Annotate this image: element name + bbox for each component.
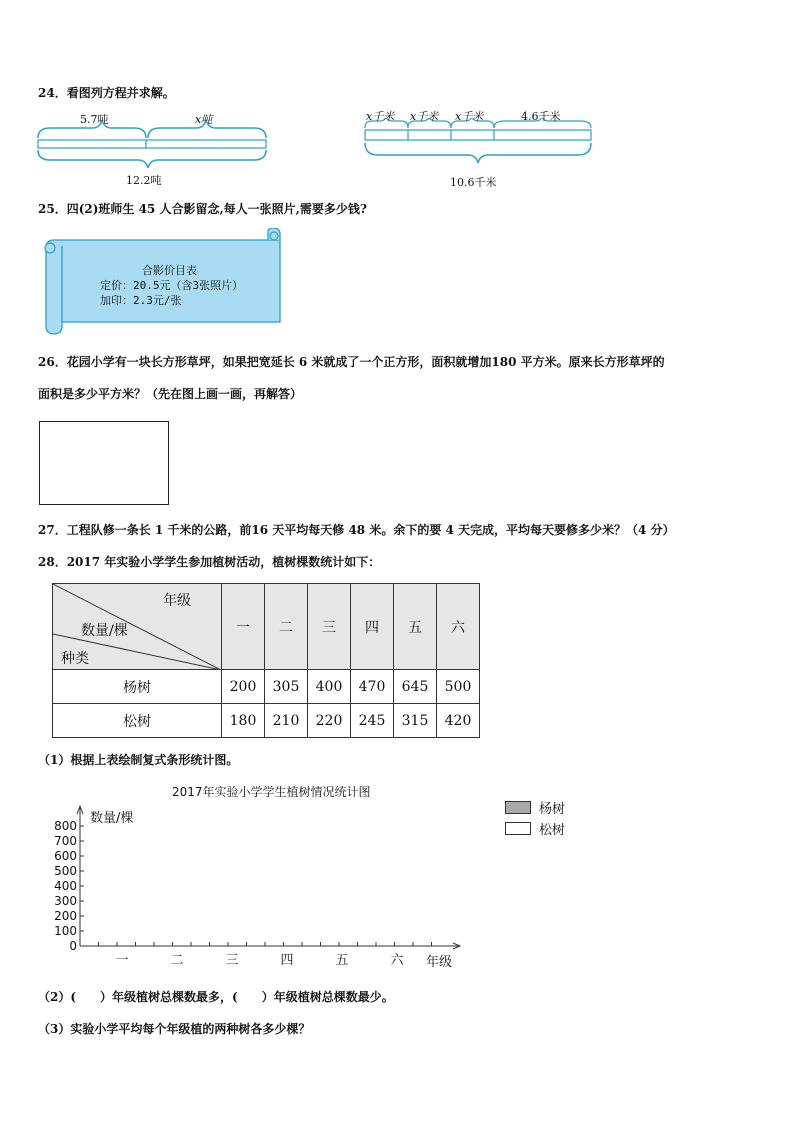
table-cell: 305 — [265, 670, 308, 704]
q24-right-seg2: x千米 — [410, 110, 439, 123]
q28-statistics-table — [52, 583, 480, 738]
grade-header: 三 — [308, 584, 351, 670]
grade-header: 二 — [265, 584, 308, 670]
q25-label: 25．四(2)班师生 45 人合影留念,每人一张照片,需要多少钱? — [38, 202, 367, 216]
y-tick-label: 0 — [69, 939, 77, 953]
y-tick-label: 700 — [54, 834, 77, 848]
y-tick-label: 300 — [54, 894, 77, 908]
chart-title: 2017年实验小学学生植树情况统计图 — [172, 785, 371, 799]
x-tick-label: 六 — [390, 953, 404, 968]
q24-left-top1: 5.7吨 — [80, 113, 109, 126]
q24-right-seg3: x千米 — [455, 110, 484, 123]
table-cell: 245 — [351, 704, 394, 738]
q25-scroll-line2: 加印：2.3元/张 — [100, 294, 182, 307]
grade-header: 六 — [437, 584, 480, 670]
q28-sub1: （1）根据上表绘制复式条形统计图。 — [38, 753, 239, 767]
table-cell: 315 — [394, 704, 437, 738]
y-tick-label: 500 — [54, 864, 77, 878]
q28-sub2: （2）( ）年级植树总棵数最多，( ）年级植树总棵数最少。 — [38, 990, 394, 1004]
table-row — [53, 704, 480, 738]
table-corner-bot: 种类 — [61, 651, 89, 667]
y-tick-label: 400 — [54, 879, 77, 893]
table-cell: 200 — [222, 670, 265, 704]
q25-scroll-title: 合影价目表 — [142, 264, 197, 277]
q24-left-top2: x吨 — [195, 113, 213, 126]
table-cell: 220 — [308, 704, 351, 738]
table-cell: 470 — [351, 670, 394, 704]
y-tick-label: 800 — [54, 819, 77, 833]
chart-ylabel: 数量/棵 — [90, 811, 134, 826]
grade-header: 四 — [351, 584, 394, 670]
legend-label-song: 松树 — [539, 823, 566, 838]
table-cell: 180 — [222, 704, 265, 738]
table-corner-cell — [53, 584, 222, 670]
y-tick-label: 100 — [54, 924, 77, 938]
q27-label: 27．工程队修一条长 1 千米的公路，前16 天平均每天修 48 米。余下的要 4 天完成，平均每天要修多少米？（4 分） — [38, 523, 675, 537]
x-tick-label: 五 — [335, 953, 349, 968]
q24-right-seg1: x千米 — [366, 110, 395, 123]
legend-swatch-yang — [505, 801, 531, 814]
table-corner-mid: 数量/棵 — [81, 623, 128, 639]
legend-label-yang: 杨树 — [539, 802, 566, 817]
q24-right-bottom: 10.6千米 — [450, 176, 497, 189]
q26-rectangle-drawing-area[interactable] — [39, 421, 169, 505]
y-tick-label: 200 — [54, 909, 77, 923]
table-cell: 645 — [394, 670, 437, 704]
table-row — [53, 670, 480, 704]
q25-scroll-line1: 定价：20.5元（含3张照片） — [100, 279, 244, 292]
row-name: 松树 — [53, 704, 222, 738]
x-tick-label: 三 — [225, 953, 239, 968]
chart-xlabel: 年级 — [426, 955, 453, 970]
table-corner-top: 年级 — [163, 593, 191, 609]
q24-left-bottom: 12.2吨 — [126, 174, 162, 187]
grade-header: 一 — [222, 584, 265, 670]
q26-line1: 26．花园小学有一块长方形草坪，如果把宽延长 6 米就成了一个正方形，面积就增加180 平方米。原来长方形草坪的 — [38, 355, 665, 369]
q26-line2: 面积是多少平方米？（先在图上画一画，再解答） — [38, 387, 303, 401]
q28-sub3: （3）实验小学平均每个年级植的两种树各多少棵？ — [38, 1022, 311, 1036]
q24-right-seg4: 4.6千米 — [521, 110, 561, 123]
x-tick-label: 一 — [115, 953, 129, 968]
q28-label: 28．2017 年实验小学学生参加植树活动，植树棵数统计如下： — [38, 555, 381, 569]
table-cell: 210 — [265, 704, 308, 738]
table-cell: 400 — [308, 670, 351, 704]
row-name: 杨树 — [53, 670, 222, 704]
q24-label: 24．看图列方程并求解。 — [38, 86, 175, 100]
table-cell: 500 — [437, 670, 480, 704]
y-tick-label: 600 — [54, 849, 77, 863]
x-tick-label: 四 — [280, 953, 294, 968]
x-tick-label: 二 — [170, 953, 184, 968]
legend-swatch-song — [505, 822, 531, 835]
q28-bar-chart[interactable] — [40, 800, 480, 980]
table-cell: 420 — [437, 704, 480, 738]
grade-header: 五 — [394, 584, 437, 670]
